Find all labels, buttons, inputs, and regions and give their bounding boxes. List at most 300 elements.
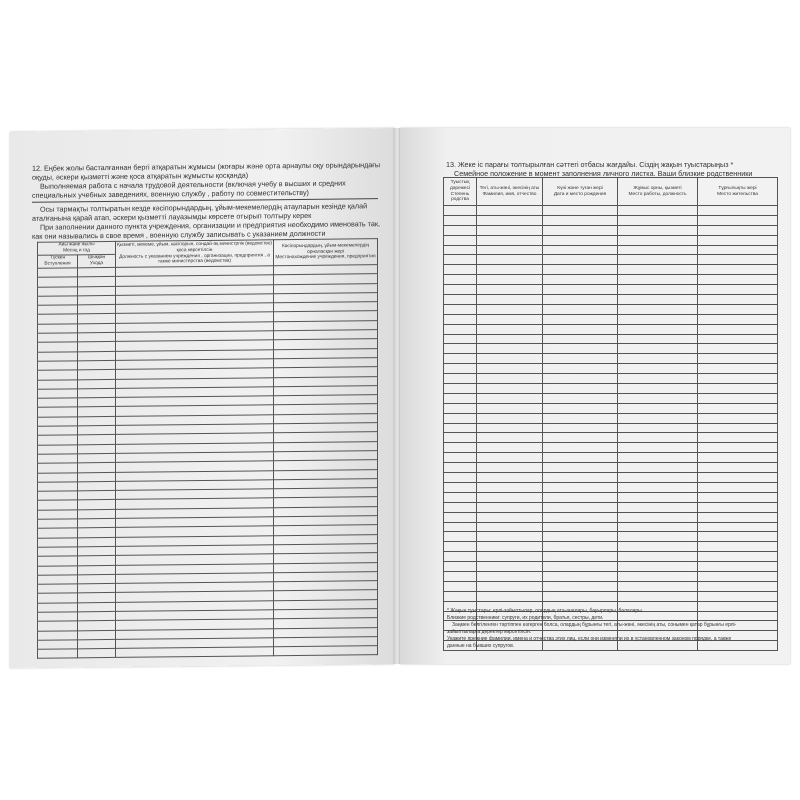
- table-cell: [38, 565, 78, 575]
- table-cell: [444, 215, 477, 225]
- table-cell: [444, 453, 477, 463]
- table-cell: [38, 640, 78, 650]
- birth-header: Күні және туған жері Дата и место рождения: [543, 178, 618, 206]
- residence-header: Тұрғылықты жері Место жительства: [698, 178, 778, 206]
- table-cell: [543, 344, 618, 354]
- table-cell: [78, 630, 116, 640]
- table-cell: [543, 334, 618, 344]
- table-cell: [543, 482, 618, 492]
- table-cell: [38, 500, 78, 510]
- table-cell: [698, 502, 778, 512]
- table-cell: [38, 575, 78, 585]
- table-cell: [618, 285, 698, 295]
- table-row: [444, 206, 778, 216]
- table-cell: [543, 453, 618, 463]
- table-cell: [477, 245, 543, 255]
- table-row: [444, 423, 778, 433]
- table-cell: [477, 403, 543, 413]
- table-cell: [78, 500, 116, 510]
- table-cell: [477, 423, 543, 433]
- table-cell: [618, 433, 698, 443]
- table-row: [444, 403, 778, 413]
- table-cell: [477, 384, 543, 394]
- table-cell: [477, 552, 543, 562]
- table-cell: [444, 225, 477, 235]
- section13-line1: 13. Жеке іс парағы толтырылған сәттегі отбасы жағдайы. Сіздің жақын туыстарыңыз *: [446, 160, 734, 169]
- table-cell: [618, 275, 698, 285]
- table-row: [444, 473, 778, 483]
- table-cell: [618, 532, 698, 542]
- table-cell: [618, 334, 698, 344]
- table-cell: [543, 374, 618, 384]
- table-cell: [543, 206, 618, 216]
- table-cell: [38, 519, 78, 529]
- table-cell: [274, 646, 378, 656]
- table-cell: [38, 370, 78, 380]
- table-cell: [698, 413, 778, 423]
- table-row: [444, 364, 778, 374]
- table-cell: [618, 453, 698, 463]
- table-cell: [78, 584, 116, 594]
- table-cell: [698, 532, 778, 542]
- table-cell: [78, 370, 116, 380]
- table-cell: [78, 546, 116, 556]
- table-cell: [477, 334, 543, 344]
- table-cell: [698, 344, 778, 354]
- table-cell: [543, 433, 618, 443]
- table-cell: [618, 591, 698, 601]
- table-cell: [78, 537, 116, 547]
- table-cell: [78, 472, 116, 482]
- table-cell: [698, 433, 778, 443]
- table-cell: [444, 344, 477, 354]
- table-cell: [618, 364, 698, 374]
- table-cell: [78, 435, 116, 445]
- table-cell: [38, 305, 78, 315]
- table-cell: [477, 581, 543, 591]
- table-row: [444, 374, 778, 384]
- table-cell: [78, 323, 116, 333]
- table-cell: [698, 374, 778, 384]
- table-cell: [444, 245, 477, 255]
- table-cell: [78, 416, 116, 426]
- table-cell: [698, 522, 778, 532]
- table-cell: [477, 285, 543, 295]
- table-cell: [78, 351, 116, 361]
- table-cell: [477, 413, 543, 423]
- table-cell: [477, 512, 543, 522]
- table-cell: [38, 454, 78, 464]
- table-cell: [698, 601, 778, 611]
- table-cell: [38, 482, 78, 492]
- table-cell: [444, 473, 477, 483]
- table-cell: [698, 206, 778, 216]
- table-cell: [444, 374, 477, 384]
- table-cell: [477, 374, 543, 384]
- table-cell: [618, 344, 698, 354]
- table-cell: [444, 393, 477, 403]
- table-cell: [38, 314, 78, 324]
- table-cell: [698, 265, 778, 275]
- table-cell: [543, 295, 618, 305]
- table-cell: [78, 509, 116, 519]
- left-page: [10, 128, 395, 668]
- table-cell: [543, 502, 618, 512]
- table-cell: [698, 215, 778, 225]
- table-cell: [698, 581, 778, 591]
- table-cell: [698, 245, 778, 255]
- location-header: Кәсіпорындардың, ұйым-мекемелердің орналасқан жері Местонахождение учреждения, предприятия: [274, 239, 378, 266]
- table-cell: [38, 277, 78, 287]
- table-cell: [543, 265, 618, 275]
- table-cell: [444, 384, 477, 394]
- table-cell: [698, 235, 778, 245]
- table-cell: [618, 374, 698, 384]
- table-cell: [543, 492, 618, 502]
- table-cell: [543, 393, 618, 403]
- table-cell: [477, 215, 543, 225]
- table-cell: [698, 304, 778, 314]
- table-cell: [618, 295, 698, 305]
- table-cell: [477, 532, 543, 542]
- table-cell: [698, 562, 778, 572]
- table-cell: [618, 206, 698, 216]
- table-cell: [477, 255, 543, 265]
- table-cell: [543, 571, 618, 581]
- table-row: [444, 571, 778, 581]
- table-row: [444, 354, 778, 364]
- table-cell: [78, 574, 116, 584]
- table-row: [444, 482, 778, 492]
- degree-header: Туыстық дәрежесі Степень родства: [444, 178, 477, 206]
- table-cell: [477, 492, 543, 502]
- table-cell: [444, 581, 477, 591]
- table-cell: [78, 518, 116, 528]
- date-header: Айы және жылы Месяц и год: [38, 241, 116, 255]
- table-cell: [78, 267, 116, 277]
- table-cell: [38, 389, 78, 399]
- table-cell: [38, 351, 78, 361]
- table-cell: [38, 417, 78, 427]
- table-cell: [38, 621, 78, 631]
- table-cell: [78, 379, 116, 389]
- table-cell: [477, 522, 543, 532]
- table-cell: [543, 532, 618, 542]
- table-cell: [477, 571, 543, 581]
- table-cell: [78, 295, 116, 305]
- table-cell: [698, 225, 778, 235]
- table-row: [444, 552, 778, 562]
- table-cell: [444, 502, 477, 512]
- table-row: [444, 502, 778, 512]
- section12-line3: Выполняемая работа с начала трудовой деятельности (включая учебу в высших и средних: [40, 178, 346, 191]
- table-cell: [543, 215, 618, 225]
- table-row: [444, 443, 778, 453]
- table-cell: [698, 384, 778, 394]
- table-cell: [477, 295, 543, 305]
- table-cell: [543, 403, 618, 413]
- right-page: [400, 128, 790, 664]
- table-cell: [618, 522, 698, 532]
- table-row: [444, 384, 778, 394]
- table-cell: [543, 443, 618, 453]
- table-cell: [444, 482, 477, 492]
- table-cell: [698, 463, 778, 473]
- table-cell: [618, 542, 698, 552]
- table-cell: [698, 591, 778, 601]
- table-cell: [444, 334, 477, 344]
- table-cell: [543, 304, 618, 314]
- table-cell: [477, 562, 543, 572]
- table-cell: [618, 463, 698, 473]
- table-cell: [698, 334, 778, 344]
- table-cell: [477, 433, 543, 443]
- table-cell: [543, 384, 618, 394]
- table-cell: [38, 379, 78, 389]
- table-cell: [477, 275, 543, 285]
- table-cell: [543, 413, 618, 423]
- table-cell: [78, 286, 116, 296]
- table-cell: [698, 453, 778, 463]
- table-cell: [116, 647, 274, 658]
- table-cell: [477, 393, 543, 403]
- table-cell: [444, 562, 477, 572]
- table-cell: [618, 384, 698, 394]
- table-row: [444, 532, 778, 542]
- table-row: [444, 393, 778, 403]
- table-cell: [477, 265, 543, 275]
- table-cell: [444, 275, 477, 285]
- section13-line2: Семейное положение в момент заполнения личного листка. Ваши близкие родственники: [454, 169, 753, 178]
- table-row: [444, 581, 778, 591]
- table-cell: [78, 277, 116, 287]
- table-cell: [78, 556, 116, 566]
- table-cell: [698, 641, 778, 651]
- table-cell: [477, 206, 543, 216]
- table-cell: [618, 473, 698, 483]
- table-cell: [38, 463, 78, 473]
- table-cell: [38, 286, 78, 296]
- table-cell: [618, 235, 698, 245]
- table-cell: [78, 565, 116, 575]
- table-cell: [618, 255, 698, 265]
- table-cell: [698, 403, 778, 413]
- table-cell: [543, 542, 618, 552]
- table-cell: [477, 364, 543, 374]
- table-cell: [543, 255, 618, 265]
- table-cell: [38, 649, 78, 659]
- table-cell: [698, 611, 778, 621]
- table-cell: [618, 512, 698, 522]
- table-cell: [38, 472, 78, 482]
- table-cell: [444, 324, 477, 334]
- table-cell: [38, 556, 78, 566]
- footnote-line3: Заңмен белгіленген тәртіппен өзгерген болса, олардың бұрынғы тегі, аты-жөні, әкесінің аты, сонымен қатар бұрынғы ерлі-: [452, 622, 737, 628]
- table-cell: [543, 581, 618, 591]
- table-cell: [78, 621, 116, 631]
- table-cell: [444, 552, 477, 562]
- table-cell: [543, 423, 618, 433]
- table-cell: [543, 324, 618, 334]
- table-cell: [618, 324, 698, 334]
- table-cell: [38, 426, 78, 436]
- table-row: [444, 522, 778, 532]
- table-cell: [444, 571, 477, 581]
- table-row: [444, 542, 778, 552]
- table-cell: [78, 649, 116, 659]
- relatives-table: [443, 177, 778, 651]
- table-cell: [38, 268, 78, 278]
- table-cell: [698, 482, 778, 492]
- table-cell: [618, 354, 698, 364]
- table-cell: [38, 333, 78, 343]
- table-cell: [38, 612, 78, 622]
- table-cell: [543, 463, 618, 473]
- table-row: [444, 215, 778, 225]
- table-row: [444, 324, 778, 334]
- table-cell: [618, 443, 698, 453]
- table-cell: [618, 245, 698, 255]
- table-cell: [543, 245, 618, 255]
- table-row: [444, 225, 778, 235]
- table-cell: [38, 547, 78, 557]
- table-cell: [618, 403, 698, 413]
- table-cell: [78, 342, 116, 352]
- table-row: [444, 245, 778, 255]
- table-cell: [78, 481, 116, 491]
- table-cell: [78, 463, 116, 473]
- table-cell: [618, 482, 698, 492]
- table-cell: [618, 215, 698, 225]
- table-cell: [618, 562, 698, 572]
- table-cell: [38, 444, 78, 454]
- work-history-table: [37, 238, 378, 659]
- table-cell: [444, 591, 477, 601]
- table-cell: [618, 304, 698, 314]
- table-cell: [477, 225, 543, 235]
- table-cell: [78, 611, 116, 621]
- table-cell: [477, 542, 543, 552]
- table-cell: [698, 512, 778, 522]
- table-cell: [618, 265, 698, 275]
- table-cell: [543, 354, 618, 364]
- table-cell: [444, 364, 477, 374]
- table-cell: [38, 435, 78, 445]
- table-cell: [543, 225, 618, 235]
- table-cell: [444, 433, 477, 443]
- table-cell: [444, 235, 477, 245]
- table-row: [444, 433, 778, 443]
- work-header: Жұмыс орны, қызметі Место работы, должность: [618, 178, 698, 206]
- table-cell: [543, 591, 618, 601]
- section12-line4: специальных учебных заведениях, военную службу , работу по совместительству): [32, 187, 309, 200]
- table-row: [444, 275, 778, 285]
- table-cell: [38, 593, 78, 603]
- table-cell: [38, 603, 78, 613]
- table-cell: [698, 443, 778, 453]
- table-cell: [78, 388, 116, 398]
- table-cell: [543, 275, 618, 285]
- table-cell: [618, 581, 698, 591]
- table-cell: [618, 502, 698, 512]
- table-cell: [78, 491, 116, 501]
- table-cell: [543, 235, 618, 245]
- table-cell: [444, 265, 477, 275]
- table-cell: [543, 314, 618, 324]
- table-cell: [698, 314, 778, 324]
- table-cell: [444, 206, 477, 216]
- table-cell: [38, 361, 78, 371]
- table-row: [444, 304, 778, 314]
- section12-line1: 12. Еңбек жолы басталғаннан бергі атқаратын жұмысы (жоғары және орта арнаулы оқу орындарындағы: [32, 160, 381, 173]
- table-cell: [698, 552, 778, 562]
- table-cell: [543, 285, 618, 295]
- table-cell: [543, 512, 618, 522]
- table-cell: [477, 482, 543, 492]
- note-line3: При заполнении данного пункта учреждения, организации и предприятия необходимо именовать так,: [40, 219, 380, 232]
- table-cell: [477, 324, 543, 334]
- table-cell: [477, 235, 543, 245]
- table-cell: [444, 522, 477, 532]
- table-cell: [78, 407, 116, 417]
- table-cell: [698, 255, 778, 265]
- table-cell: [78, 602, 116, 612]
- table-cell: [38, 398, 78, 408]
- exit-header: Шыққан Ухода: [78, 254, 116, 267]
- table-cell: [444, 542, 477, 552]
- table-cell: [698, 364, 778, 374]
- table-cell: [38, 324, 78, 334]
- table-cell: [477, 453, 543, 463]
- table-cell: [543, 473, 618, 483]
- footnote-line6: данные на бывших супругов.: [447, 643, 515, 649]
- table-cell: [698, 393, 778, 403]
- table-cell: [618, 571, 698, 581]
- table-cell: [78, 314, 116, 324]
- footnote-line4: зайыптыларға деректер көрсетілсін.: [447, 629, 532, 635]
- table-cell: [618, 492, 698, 502]
- table-cell: [543, 522, 618, 532]
- note-line1: Осы тармақты толтыратын кезде кәсіпорындардың, ұйым-мекемелердің атауларын кезінде қалай: [40, 201, 368, 214]
- table-cell: [543, 364, 618, 374]
- table-cell: [38, 528, 78, 538]
- table-cell: [78, 333, 116, 343]
- table-cell: [698, 492, 778, 502]
- table-cell: [78, 453, 116, 463]
- table-cell: [444, 255, 477, 265]
- table-cell: [78, 305, 116, 315]
- table-cell: [444, 492, 477, 502]
- table-cell: [698, 571, 778, 581]
- table-cell: [444, 413, 477, 423]
- table-cell: [618, 393, 698, 403]
- table-cell: [444, 463, 477, 473]
- table-cell: [38, 584, 78, 594]
- table-cell: [477, 591, 543, 601]
- footnote-line2: Близкие родственники: супруги, их родители, братья, сестры, дети.: [447, 615, 604, 621]
- table-row: [444, 512, 778, 522]
- table-cell: [618, 225, 698, 235]
- table-row: [444, 314, 778, 324]
- table-cell: [698, 324, 778, 334]
- table-cell: [78, 444, 116, 454]
- table-cell: [444, 403, 477, 413]
- table-row: [444, 265, 778, 275]
- table-cell: [698, 275, 778, 285]
- table-cell: [698, 423, 778, 433]
- table-cell: [444, 443, 477, 453]
- table-row: [444, 562, 778, 572]
